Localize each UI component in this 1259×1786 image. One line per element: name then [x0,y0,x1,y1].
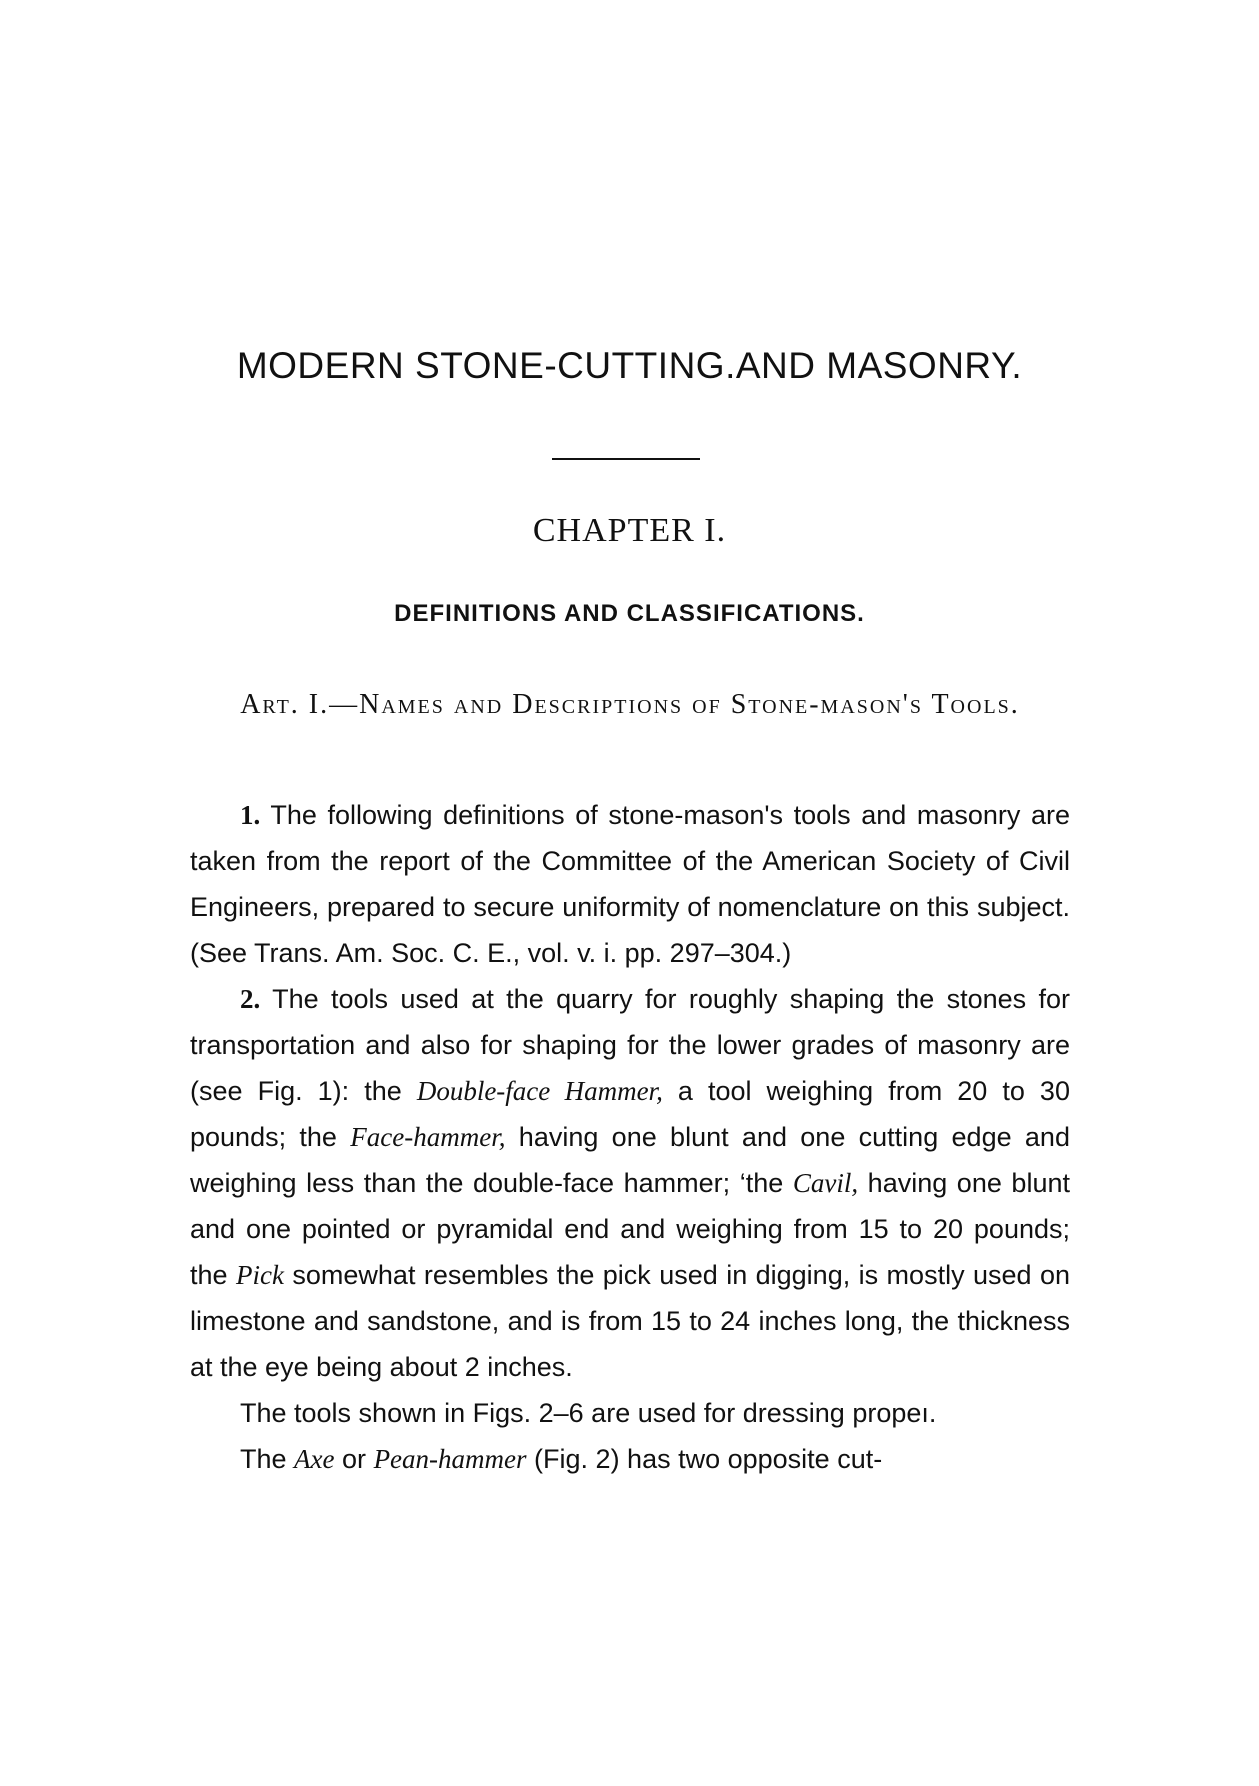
tool-name-cavil: Cavil, [792,1168,859,1198]
paragraph-text: having one blunt and one cutting edge and weighing less than the double-face hammer; ‘the [190,1122,1070,1198]
paragraph-text: or [342,1444,367,1474]
paragraph-2 [190,976,1070,1390]
paragraph-number: 2. [240,984,261,1014]
paragraph-text: The tools shown in Figs. 2–6 are used for dressing propeı. [240,1398,937,1428]
paragraph-text: a tool weighing from 20 to 30 pounds; the [190,1076,1070,1152]
title-rule [552,458,700,460]
chapter-subtitle: DEFINITIONS AND CLASSIFICATIONS. [394,600,865,627]
paragraph-1 [190,792,1070,976]
paragraph-number: 1. [240,800,261,830]
paragraph-text: somewhat resembles the pick used in digging, is mostly used on limestone and sandstone, and is from 15 to 24 inches long, the thickness at the eye being about 2 inches. [190,1260,1070,1382]
article-heading: Art. I.—Names and Descriptions of Stone-mason's Tools. [240,689,1020,720]
paragraph-text: (Fig. 2) has two opposite cut- [534,1444,883,1474]
paragraph-text: having one blunt and one pointed or pyramidal end and weighing from 15 to 20 pounds; the [190,1168,1070,1290]
tool-name-face-hammer: Face-hammer, [350,1122,506,1152]
paragraph-3 [190,1390,1070,1436]
tool-name-double-face-hammer: Double-face Hammer, [416,1076,663,1106]
paragraph-text: The [240,1444,287,1474]
paragraph-4 [190,1436,1070,1482]
tool-name-pick: Pick [235,1260,284,1290]
paragraph-text: The tools used at the quarry for roughly shaping the stones for transportation and also for shaping for the lower grades of masonry are (see Fig. 1): the [190,984,1070,1106]
chapter-heading: CHAPTER I. [532,512,727,549]
paragraph-text: The following definitions of stone-mason's tools and masonry are taken from the report of the Committee of the American Society of Civil Engineers, prepared to secure uniformity of nomenclature on this subject. (See Trans. Am. Soc. C. E., vol. v. i. pp. 297–304.) [190,800,1070,968]
book-title: MODERN STONE-CUTTING.AND MASONRY. [236,345,1023,386]
tool-name-pean-hammer: Pean-hammer [373,1444,527,1474]
tool-name-axe: Axe [294,1444,335,1474]
body-text [190,792,1070,1482]
